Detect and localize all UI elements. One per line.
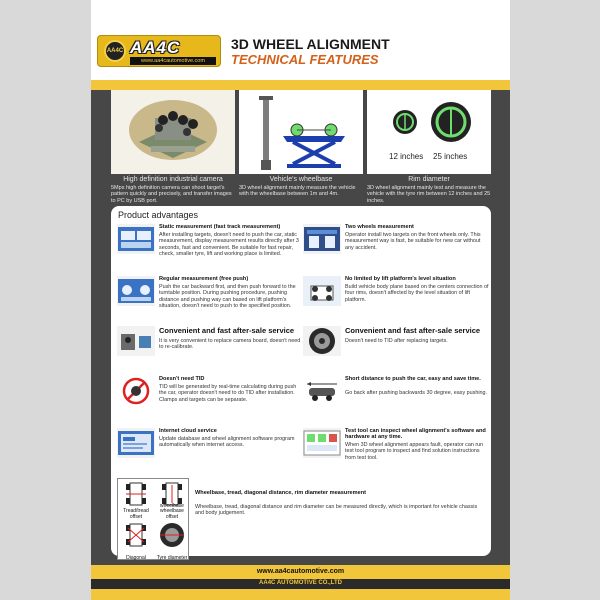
advantage-heading: Static measurement (fast track measurement)	[159, 224, 281, 230]
advantage-item	[117, 224, 303, 272]
brand-logo	[97, 35, 221, 67]
advantage-item	[117, 326, 303, 374]
wheelbase-diagram	[154, 479, 190, 520]
footer-company: AA4C AUTOMOTIVE CO.,LTD	[259, 580, 342, 586]
diagonal-icon	[118, 520, 154, 552]
feature-wheelbase	[239, 90, 363, 198]
diagonal-diagram	[118, 520, 154, 561]
yellow-divider	[91, 80, 510, 90]
advantage-heading: Internet cloud service	[159, 428, 217, 434]
advantage-text: TID will be generated by real-time calculating during push the car, operator doesn't need to do TID after installation. Clamps and targets can be separate.	[159, 384, 297, 403]
advantage-item	[303, 376, 489, 424]
logo-text: AA4C	[130, 38, 181, 57]
no-tid-icon	[117, 376, 155, 406]
camera-illustration-icon	[111, 90, 235, 174]
advantages-title: Product advantages	[118, 210, 199, 220]
tyre-diameter-diagram	[154, 520, 190, 561]
rim-description: 3D wheel alignment mainly test and measure the vehicle with the tyre rim between 12 inches and 25 inches.	[367, 185, 491, 204]
product-advantages-panel	[111, 206, 491, 561]
screen-thumbnail-icon	[117, 276, 155, 306]
advantage-item	[117, 428, 303, 476]
header	[91, 0, 510, 80]
advantage-item	[117, 376, 303, 424]
brochure-page	[91, 0, 510, 600]
wheelbase-image	[239, 90, 363, 174]
advantage-text: It is very convenient to replace camera board, doesn't need to re-calibrate.	[159, 338, 301, 351]
top-features	[111, 90, 491, 204]
footer	[91, 565, 510, 600]
footer-url[interactable]: www.aa4cautomotive.com	[256, 568, 345, 575]
logo-url: www.aa4cautomotive.com	[130, 57, 216, 65]
diagonal-label: Diagonal	[126, 554, 146, 561]
wheelbase-heading: Wheelbase, tread, diagonal distance, rim diameter measurement	[195, 490, 366, 496]
target-wheel-icon	[303, 326, 341, 356]
logo-badge: AA4C	[104, 40, 126, 62]
feature-rim	[367, 90, 491, 204]
advantage-heading: Regular measurement (free push)	[159, 276, 249, 282]
advantage-text: Push the car backward first, and then push forward to the turntable position. During pushing procedure, pushing distance and pushing way can based on lift platform's situation, doesn't need to push to the specified position.	[159, 284, 296, 309]
advantage-heading: Convenient and fast after-sale service	[159, 326, 295, 335]
wheelbase-text: Wheelbase, tread, diagonal distance and rim diameter can be measured directly, which is important for vehicle chassis and body judgement.	[195, 504, 478, 517]
wheelbase-description: 3D wheel alignment mainly measure the vehicle with the wheelbase between 1m and 4m.	[239, 185, 356, 198]
advantage-heading: Test tool can inspect wheel alignment's software and hardware at any time.	[345, 428, 486, 440]
advantage-text: Operator install two targets on the front wheels only. This measurement way is fast, be suitable for new car without any accident.	[345, 232, 481, 251]
advantage-heading: Short distance to push the car, easy and save time.	[345, 376, 481, 382]
rim-large-label: 25 inches	[433, 152, 468, 161]
advantage-text: Update database and wheel alignment software program automatically when internet access.	[159, 436, 295, 449]
rim-small-label: 12 inches	[389, 152, 424, 161]
feature-camera	[111, 90, 235, 204]
tread-diagram	[118, 479, 154, 520]
advantage-text: After installing targets, doesn't need to push the car, static measurement, display measurement results directly after 3 seconds, fast and convenient. Be suitable for fast repair, check, smaller tyre, lift and working place is limited.	[159, 232, 299, 257]
screen-thumbnail-icon	[303, 224, 341, 254]
advantage-item	[303, 224, 489, 272]
wheelbase-label: wheelbase wheelbase offset	[160, 502, 184, 520]
advantage-text: Go back after pushing backwards 30 degree, easy pushing.	[345, 390, 488, 396]
rim-caption: Rim diameter	[408, 176, 450, 183]
advantage-heading: No limited by lift platform's level situation	[345, 276, 456, 282]
car-push-icon	[303, 376, 341, 406]
lift-illustration-icon	[239, 90, 363, 174]
rim-image	[367, 90, 491, 174]
camera-board-icon	[117, 326, 155, 356]
advantage-item	[303, 276, 489, 324]
advantage-text: When 3D wheel alignment appears fault, operator can run test tool program to inspect and find solution instructions from test tool.	[345, 442, 484, 461]
advantage-heading: Convenient and fast after-sale service	[345, 326, 481, 335]
advantage-item	[117, 276, 303, 324]
test-tool-icon	[303, 428, 341, 458]
tyre-icon	[154, 520, 190, 552]
camera-caption: High definition industrial camera	[123, 176, 223, 183]
advantage-item	[303, 428, 489, 476]
screen-thumbnail-icon	[117, 224, 155, 254]
rim-illustration-icon	[367, 90, 491, 174]
camera-description: 5Mps high definition camera can shoot target's pattern quickly and precisely, and transfer images to PC by USB port.	[111, 185, 232, 204]
tyre-diameter-label: Tyre diameter	[156, 554, 188, 561]
tread-icon	[118, 479, 154, 509]
advantage-item	[303, 326, 489, 374]
wheelbase-caption: Vehicle's wheelbase	[269, 176, 333, 183]
page-subtitle: TECHNICAL FEATURES	[231, 52, 379, 67]
camera-image	[111, 90, 235, 174]
tread-label: Tread/tread offset	[123, 508, 149, 520]
advantage-heading: Doesn't need TID	[159, 376, 205, 382]
advantage-heading: Two wheels measurement	[345, 224, 414, 230]
measurement-diagrams	[117, 478, 189, 560]
page-title: 3D WHEEL ALIGNMENT	[231, 36, 390, 52]
lift-platform-icon	[303, 276, 341, 306]
advantage-text: Doesn't need to TID after replacing targets.	[345, 338, 448, 344]
advantage-text: Build vehicle body plane based on the centers connection of four rims, doesn't affected by the level situation of lift platform.	[345, 284, 489, 303]
cloud-update-icon	[117, 428, 155, 458]
